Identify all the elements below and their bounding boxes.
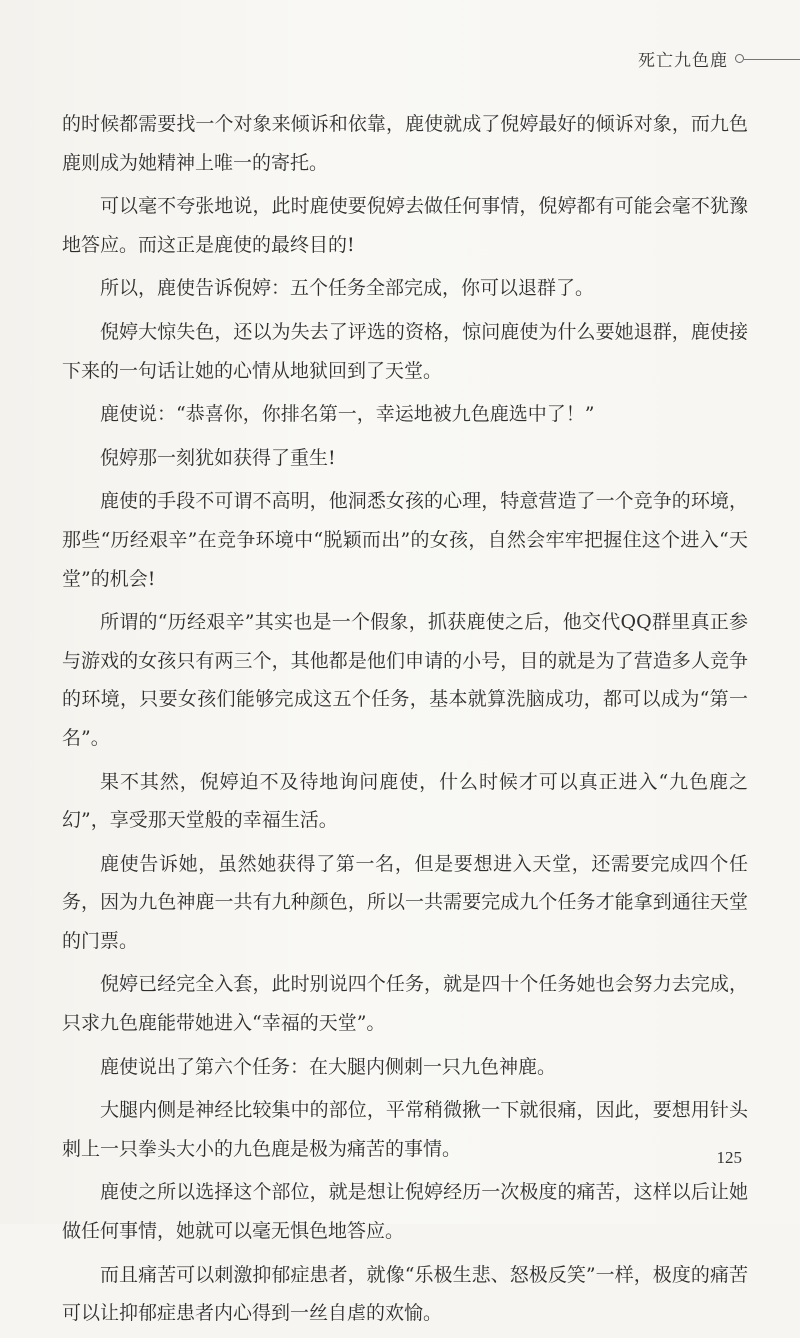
paragraph-3: 所以，鹿使告诉倪婷：五个任务全部完成，你可以退群了。 bbox=[100, 277, 595, 300]
paragraph-6: 倪婷那一刻犹如获得了重生! bbox=[100, 446, 336, 469]
paragraph-13: 大腿内侧是神经比较集中的部位，平常稍微揪一下就很痛，因此，要想用针头刺上一只拳头大小的九色鹿是极为痛苦的事情。 bbox=[62, 1099, 748, 1160]
paragraph-10: 鹿使告诉她，虽然她获得了第一名，但是要想进入天堂，还需要完成四个任务，因为九色神鹿一共有九种颜色，所以一共需要完成九个任务才能拿到通往天堂的门票。 bbox=[62, 852, 748, 952]
paragraph-11: 倪婷已经完全入套，此时别说四个任务，就是四十个任务她也会努力去完成，只求九色鹿能带她进入“幸福的天堂”。 bbox=[62, 973, 748, 1035]
paragraph-1: 的时候都需要找一个对象来倾诉和依靠，鹿使就成了倪婷最好的倾诉对象，而九色鹿则成为她精神上唯一的寄托。 bbox=[62, 113, 748, 174]
running-header bbox=[500, 44, 800, 74]
paragraph-14: 鹿使之所以选择这个部位，就是想让倪婷经历一次极度的痛苦，这样以后让她做任何事情，她就可以毫无惧色地答应。 bbox=[62, 1181, 748, 1243]
header-rule bbox=[744, 59, 800, 60]
paragraph-9: 果不其然，倪婷迫不及待地询问鹿使，什么时候才可以真正进入“九色鹿之幻”，享受那天堂般的幸福生活。 bbox=[62, 770, 748, 832]
paragraph-15: 而且痛苦可以刺激抑郁症患者，就像“乐极生悲、怒极反笑”一样，极度的痛苦可以让抑郁症患者内心得到一丝自虐的欢愉。 bbox=[62, 1263, 748, 1325]
running-title: 死亡九色鹿 bbox=[638, 51, 728, 71]
header-circle-ornament bbox=[735, 54, 744, 63]
page-number: 125 bbox=[716, 1148, 742, 1167]
paragraph-4: 倪婷大惊失色，还以为失去了评选的资格，惊问鹿使为什么要她退群，鹿使接下来的一句话让她的心情从地狱回到了天堂。 bbox=[62, 320, 748, 382]
paragraph-5: 鹿使说：“恭喜你，你排名第一，幸运地被九色鹿选中了！” bbox=[100, 403, 595, 426]
paragraph-12: 鹿使说出了第六个任务：在大腿内侧刺一只九色神鹿。 bbox=[100, 1055, 557, 1078]
paragraph-2: 可以毫不夸张地说，此时鹿使要倪婷去做任何事情，倪婷都有可能会毫不犹豫地答应。而这正是鹿使的最终目的! bbox=[62, 195, 748, 256]
paragraph-7: 鹿使的手段不可谓不高明，他洞悉女孩的心理，特意营造了一个竞争的环境，那些“历经艰辛”在竞争环境中“脱颖而出”的女孩，自然会牢牢把握住这个进入“天堂”的机会! bbox=[62, 490, 748, 590]
body-text bbox=[62, 105, 748, 1338]
paragraph-8: 所谓的“历经艰辛”其实也是一个假象，抓获鹿使之后，他交代QQ群里真正参与游戏的女孩只有两三个，其他都是他们申请的小号，目的就是为了营造多人竞争的环境，只要女孩们能够完成这五个任务，基本就算洗脑成功，都可以成为“第一名”。 bbox=[62, 611, 748, 749]
